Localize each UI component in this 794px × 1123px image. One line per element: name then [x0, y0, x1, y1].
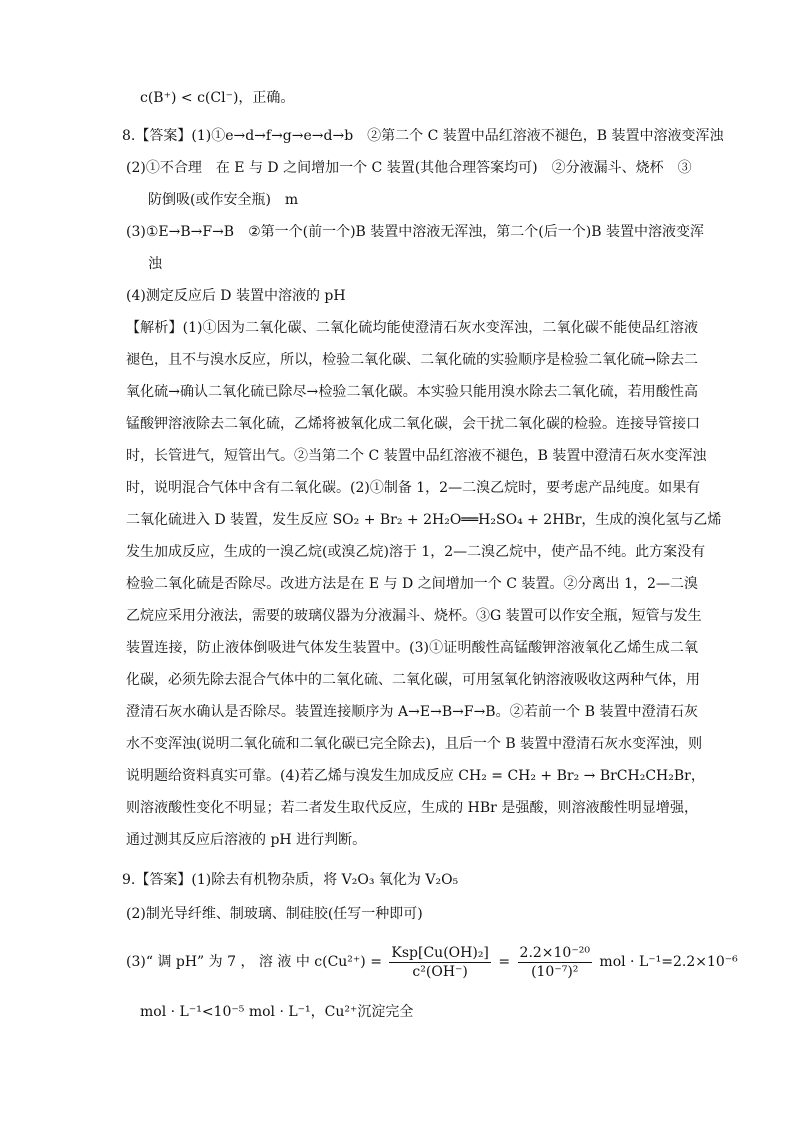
text-line: (3)①E→B→F→B ②第一个(前一个)B 装置中溶液无浑浊，第二个(后一个)B 装置中溶液变浑	[126, 224, 704, 240]
answer-9-heading: 9.【答案】(1)除去有机物杂质，将 V₂O₃ 氧化为 V₂O₅	[122, 872, 459, 888]
analysis-line: 化碳，必须先除去混合气体中的二氧化硫、二氧化碳，可用氢氧化钠溶液吸收这两种气体，用	[126, 672, 700, 688]
text-line: 防倒吸(或作安全瓶) m	[148, 192, 299, 208]
text-line: c(B⁺) < c(Cl⁻)，正确。	[140, 90, 295, 106]
analysis-line: 氧化硫→确认二氧化硫已除尽→检验二氧化碳。本实验只能用溴水除去二氧化硫，若用酸性高	[126, 384, 698, 400]
analysis-line: 褪色，且不与溴水反应，所以，检验二氧化碳、二氧化硫的实验顺序是检验二氧化硫→除去二	[126, 352, 698, 368]
value-fraction	[518, 944, 592, 981]
fraction-numerator: Ksp[Cu(OH)₂]	[391, 944, 489, 961]
text-line: 浊	[148, 256, 162, 272]
fraction-denominator: (10⁻⁷)²	[531, 963, 579, 980]
fraction-numerator: 2.2×10⁻²⁰	[519, 944, 590, 961]
ksp-fraction	[389, 944, 490, 981]
analysis-line: 则溶液酸性变化不明显；若二者发生取代反应，生成的 HBr 是强酸，则溶液酸性明显增强，	[126, 800, 698, 816]
equals-sign: =	[498, 954, 511, 970]
analysis-line: 二氧化硫进入 D 装置，发生反应 SO₂ + Br₂ + 2H₂O══H₂SO₄ + 2HBr，生成的溴化氢与乙烯	[126, 512, 722, 528]
text-line: mol · L⁻¹<10⁻⁵ mol · L⁻¹，Cu²⁺沉淀完全	[140, 1004, 414, 1020]
text-line: (2)①不合理 在 E 与 D 之间增加一个 C 装置(其他合理答案均可) ②分液漏斗、烧杯 ③	[126, 160, 692, 176]
analysis-line: 时，说明混合气体中含有二氧化碳。(2)①制备 1，2—二溴乙烷时，要考虑产品纯度。如果有	[126, 480, 701, 496]
formula-suffix: mol · L⁻¹=2.2×10⁻⁶	[599, 954, 738, 970]
analysis-line: 乙烷应采用分液法，需要的玻璃仪器为分液漏斗、烧杯。③G 装置可以作安全瓶，短管与发生	[126, 608, 702, 624]
analysis-line: 检验二氧化硫是否除尽。改进方法是在 E 与 D 之间增加一个 C 装置。②分离出 1，2—二溴	[126, 576, 698, 592]
analysis-line: 时，长管进气，短管出气。②当第二个 C 装置中品红溶液不褪色，B 装置中澄清石灰水变浑浊	[126, 448, 707, 464]
formula-prefix: (3)“ 调 pH” 为 7 ， 溶 液 中 c(Cu²⁺) =	[126, 954, 382, 970]
analysis-line: 水不变浑浊(说明二氧化硫和二氧化碳已完全除去)，且后一个 B 装置中澄清石灰水变浑浊，则	[126, 736, 703, 752]
text-line: (2)制光导纤维、制玻璃、制硅胶(任写一种即可)	[126, 906, 423, 922]
fraction-denominator: c²(OH⁻)	[412, 963, 468, 980]
formula-line	[126, 942, 738, 986]
analysis-line: 澄清石灰水确认是否除尽。装置连接顺序为 A→E→B→F→B。②若前一个 B 装置中澄清石灰	[126, 704, 698, 720]
analysis-line: 发生加成反应，生成的一溴乙烷(或溴乙烷)溶于 1，2—二溴乙烷中，使产品不纯。此方案没有	[126, 544, 706, 560]
analysis-line: 【解析】(1)①因为二氧化碳、二氧化硫均能使澄清石灰水变浑浊，二氧化碳不能使品红溶液	[126, 320, 698, 336]
analysis-line: 锰酸钾溶液除去二氧化硫，乙烯将被氧化成二氧化碳，会干扰二氧化碳的检验。连接导管接口	[126, 416, 700, 432]
analysis-line: 装置连接，防止液体倒吸进气体发生装置中。(3)①证明酸性高锰酸钾溶液氧化乙烯生成二氧	[126, 640, 698, 656]
text-line: (4)测定反应后 D 装置中溶液的 pH	[126, 288, 346, 304]
analysis-line: 说明题给资料真实可靠。(4)若乙烯与溴发生加成反应 CH₂ = CH₂ + Br₂ → BrCH₂CH₂Br，	[126, 768, 705, 784]
analysis-line: 通过测其反应后溶液的 pH 进行判断。	[126, 832, 367, 848]
answer-8-heading: 8.【答案】(1)①e→d→f→g→e→d→b ②第二个 C 装置中品红溶液不褪色，B 装置中溶液变浑浊	[122, 128, 724, 144]
